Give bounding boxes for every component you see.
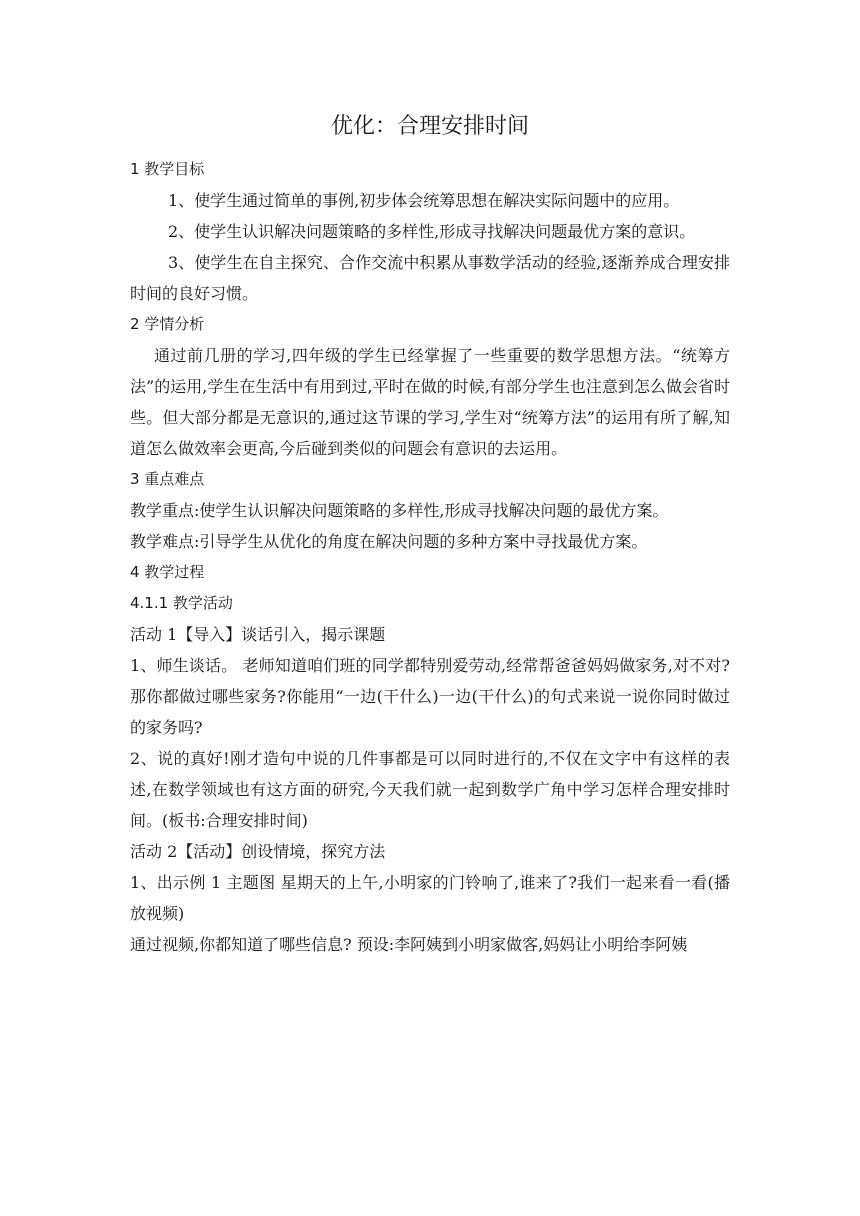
section-heading-teaching-process: 4 教学过程	[130, 563, 205, 581]
document-title: 优化：合理安排时间	[330, 114, 529, 139]
goal-paragraph-3: 3、使学生在自主探究、合作交流中积累从事数学活动的经验,逐渐养成合理安排时间的良好习惯。	[130, 253, 730, 303]
analysis-paragraph: 通过前几册的学习,四年级的学生已经掌握了一些重要的数学思想方法。“统筹方法”的运用,学生在生活中有用到过,平时在做的时候,有部分学生也注意到怎么做会省时些。但大部分都是无意识的,通过这节课的学习,学生对“统筹方法”的运用有所了解,知道怎么做效率会更高,今后碰到类似的问题会有意识的去运用。	[130, 346, 730, 458]
activity-1-paragraph-1: 1、师生谈话。 老师知道咱们班的同学都特别爱劳动,经常帮爸爸妈妈做家务,对不对?那你都做过哪些家务?你能用“一边(干什么)一边(干什么)的句式来说一说你同时做过的家务吗?	[130, 656, 730, 737]
subsection-heading-activities: 4.1.1 教学活动	[130, 594, 233, 612]
section-heading-student-analysis: 2 学情分析	[130, 315, 205, 333]
goal-paragraph-2: 2、使学生认识解决问题策略的多样性,形成寻找解决问题最优方案的意识。	[168, 222, 696, 241]
difficulty-paragraph: 教学难点:引导学生从优化的角度在解决问题的多种方案中寻找最优方案。	[130, 532, 648, 551]
section-heading-teaching-goals: 1 教学目标	[130, 160, 205, 178]
key-point-paragraph: 教学重点:使学生认识解决问题策略的多样性,形成寻找解决问题的最优方案。	[130, 501, 669, 520]
activity-2-heading: 活动 2【活动】创设情境，探究方法	[130, 842, 386, 861]
activity-2-paragraph-1: 1、出示例 1 主题图 星期天的上午,小明家的门铃响了,谁来了?我们一起来看一看(播放视频)	[130, 873, 730, 923]
activity-1-heading: 活动 1【导入】谈话引入，揭示课题	[130, 625, 386, 644]
section-heading-key-points: 3 重点难点	[130, 470, 205, 488]
goal-paragraph-1: 1、使学生通过简单的事例,初步体会统筹思想在解决实际问题中的应用。	[168, 191, 680, 210]
activity-2-paragraph-2: 通过视频,你都知道了哪些信息? 预设:李阿姨到小明家做客,妈妈让小明给李阿姨	[130, 935, 688, 954]
document-page	[130, 108, 730, 960]
activity-1-paragraph-2: 2、说的真好!刚才造句中说的几件事都是可以同时进行的,不仅在文字中有这样的表述,在数学领域也有这方面的研究,今天我们就一起到数学广角中学习怎样合理安排时间。(板书:合理安排时间)	[130, 749, 730, 830]
